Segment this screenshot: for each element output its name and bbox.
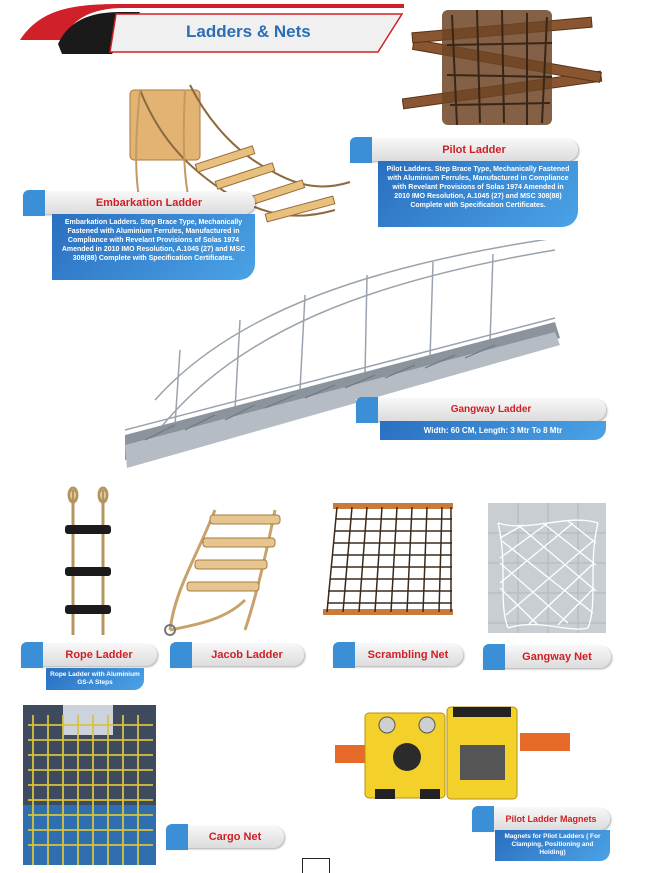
jacob-ladder-label: Jacob Ladder — [170, 644, 304, 666]
page-title: Ladders & Nets — [186, 22, 311, 41]
gangway-ladder-description: Width: 60 CM, Length: 3 Mtr To 8 Mtr — [380, 421, 606, 440]
gangway-net-label: Gangway Net — [483, 646, 611, 668]
cargo-net-label: Cargo Net — [166, 826, 284, 848]
scrambling-net-label: Scrambling Net — [333, 644, 463, 666]
jacob-ladder-photo — [155, 500, 305, 640]
pilot-ladder-photo — [402, 5, 612, 140]
pilot-ladder-magnets-photo — [335, 705, 575, 805]
rope-ladder-description: Rope Ladder with Aluminium GS-A Steps — [46, 668, 144, 690]
pilot-ladder-magnets-label: Pilot Ladder Magnets — [472, 808, 610, 830]
pilot-ladder-description: Pilot Ladders. Step Brace Type, Mechanically Fastened with Aluminium Ferrules, Manufactured in Compliance with Revelant Provisions of Solas 1974 Amended in 2010 IMO Resolution, A.1045 (27) and MSC 308(88) Complete with Specification Certificates. — [378, 161, 578, 227]
gangway-ladder-label: Gangway Ladder — [356, 399, 606, 421]
embarkation-ladder-description: Embarkation Ladders. Step Brace Type, Mechanically Fastened with Aluminium Ferrules, Manufactured in Compliance with Revelant Provisions of Solas 1974 Amended in 2010 IMO Resolution, A.1045 (27) and MSC 308(88) Complete with Specification Certificates. — [52, 214, 255, 280]
cargo-net-photo — [23, 705, 156, 865]
page-number-box — [302, 858, 330, 873]
rope-ladder-photo — [55, 485, 125, 645]
pilot-ladder-label: Pilot Ladder — [350, 139, 578, 161]
embarkation-ladder-label: Embarkation Ladder — [23, 192, 255, 214]
scrambling-net-photo — [315, 497, 465, 632]
rope-ladder-label: Rope Ladder — [21, 644, 157, 666]
pilot-ladder-magnets-description: Magnets for Pilot Ladders ( For Clamping, Positioning and Holding) — [495, 830, 610, 861]
gangway-net-photo — [488, 503, 606, 633]
